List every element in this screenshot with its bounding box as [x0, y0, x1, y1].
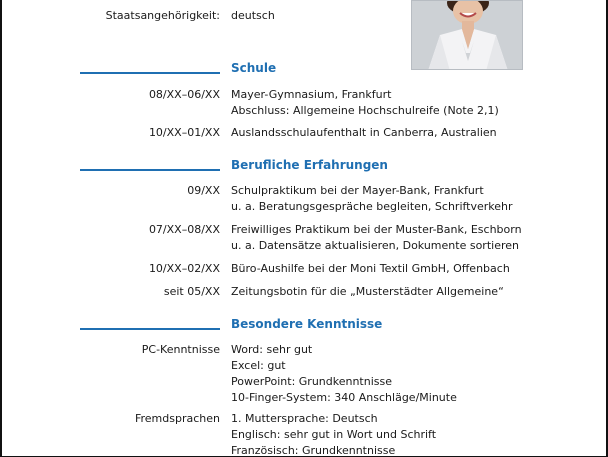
school-entry-1-line-2: Abschluss: Allgemeine Hochschulreife (Note 2,1)	[231, 104, 499, 117]
work-entry-1-line-2: u. a. Beratungsgespräche begleiten, Schriftverkehr	[231, 200, 513, 213]
school-entry-2-date: 10/XX–01/XX	[148, 126, 220, 139]
language-2: Englisch: sehr gut in Wort und Schrift	[231, 428, 437, 441]
language-3: Französisch: Grundkenntnisse	[231, 444, 396, 457]
work-entry-4-date: seit 05/XX	[163, 285, 220, 298]
school-section-title: Schule	[231, 61, 277, 75]
pc-skill-4: 10-Finger-System: 340 Anschläge/Minute	[231, 391, 457, 404]
pc-skill-2: Excel: gut	[231, 359, 286, 372]
skills-section-divider	[80, 328, 220, 330]
cv-page	[2, 0, 606, 456]
work-entry-2-line-1: Freiwilliges Praktikum bei der Muster-Bank, Eschborn	[231, 223, 522, 236]
portrait-image	[412, 1, 523, 70]
languages-label: Fremdsprachen	[134, 412, 220, 425]
work-entry-3-date: 10/XX–02/XX	[148, 262, 220, 275]
work-entry-4-line-1: Zeitungsbotin für die „Musterstädter Allgemeine“	[231, 285, 504, 298]
work-section-title: Berufliche Erfahrungen	[231, 158, 388, 172]
school-entry-1-date: 08/XX–06/XX	[148, 88, 220, 101]
school-section-divider	[80, 72, 220, 74]
pc-skills-label: PC-Kenntnisse	[141, 343, 220, 356]
school-entry-1-line-1: Mayer-Gymnasium, Frankfurt	[231, 88, 392, 101]
skills-section-title: Besondere Kenntnisse	[231, 317, 383, 331]
nationality-value: deutsch	[231, 9, 275, 22]
work-entry-1-date: 09/XX	[187, 184, 220, 197]
nationality-label: Staatsangehörigkeit:	[105, 9, 220, 22]
profile-photo	[411, 0, 523, 70]
work-entry-3-line-1: Büro-Aushilfe bei der Moni Textil GmbH, Offenbach	[231, 262, 510, 275]
work-entry-2-line-2: u. a. Datensätze aktualisieren, Dokumente sortieren	[231, 239, 519, 252]
work-section-divider	[80, 169, 220, 171]
pc-skill-1: Word: sehr gut	[231, 343, 313, 356]
pc-skill-3: PowerPoint: Grundkenntnisse	[231, 375, 393, 388]
work-entry-1-line-1: Schulpraktikum bei der Mayer-Bank, Frankfurt	[231, 184, 484, 197]
language-1: 1. Muttersprache: Deutsch	[231, 412, 378, 425]
school-entry-2-line-1: Auslandsschulaufenthalt in Canberra, Australien	[231, 126, 497, 139]
work-entry-2-date: 07/XX–08/XX	[148, 223, 220, 236]
